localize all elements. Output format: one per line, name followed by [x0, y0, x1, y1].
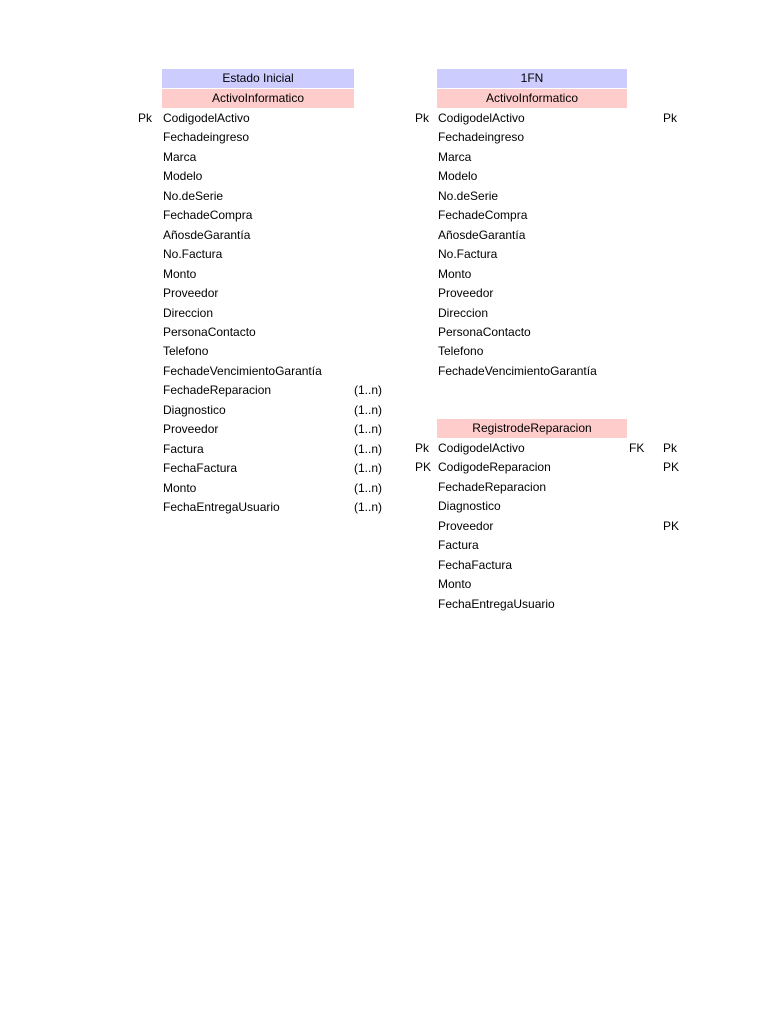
key-label: Pk [138, 111, 153, 125]
field-name: FechaFactura [163, 461, 238, 476]
field-name: FechadeReparacion [438, 479, 547, 494]
field-name: No.deSerie [438, 188, 499, 203]
fk-label: FK [629, 441, 645, 455]
cardinality-label: (1..n) [354, 422, 383, 437]
field-name: Diagnostico [163, 402, 226, 417]
key-label-secondary: Pk [663, 441, 678, 455]
field-name: FechadeVencimientoGarantía [163, 363, 322, 378]
stage-header-1fn: 1FN [437, 69, 627, 88]
field-name: Proveedor [438, 286, 494, 301]
cardinality-label: (1..n) [354, 461, 383, 476]
cardinality-label: (1..n) [354, 480, 383, 495]
field-name: FechaFactura [438, 557, 513, 572]
field-name: Modelo [163, 169, 203, 184]
table-header-activo-left: ActivoInformatico [162, 89, 354, 108]
field-name: Telefono [163, 344, 209, 359]
field-name: CodigodelActivo [438, 111, 525, 125]
field-name: Factura [438, 538, 479, 553]
cardinality-label: (1..n) [354, 383, 383, 398]
field-name: Proveedor [438, 518, 494, 533]
field-name: CodigodeReparacion [438, 460, 551, 475]
field-name: Monto [163, 480, 197, 495]
field-name: Direccion [163, 305, 214, 320]
field-name: PersonaContacto [438, 324, 531, 339]
table-header-activo-right: ActivoInformatico [437, 89, 627, 108]
field-name: FechadeReparacion [163, 383, 272, 398]
key-label: Pk [415, 441, 430, 455]
field-name: FechadeVencimientoGarantía [438, 363, 597, 378]
field-name: Monto [163, 266, 197, 281]
field-name: CodigodelActivo [438, 441, 525, 455]
field-name: Direccion [438, 305, 489, 320]
field-name: FechadeCompra [438, 208, 528, 223]
field-name: Fechadeingreso [438, 130, 525, 145]
field-name: Diagnostico [438, 499, 501, 514]
field-name: Marca [438, 149, 472, 164]
table-header-registro-reparacion: RegistrodeReparacion [437, 419, 627, 438]
field-name: Factura [163, 441, 204, 456]
field-name: Monto [438, 266, 472, 281]
key-label-secondary: Pk [663, 111, 678, 125]
field-name: Monto [438, 577, 472, 592]
cardinality-label: (1..n) [354, 441, 383, 456]
stage-header-initial: Estado Inicial [162, 69, 354, 88]
field-name: Proveedor [163, 286, 219, 301]
field-name: FechadeCompra [163, 208, 253, 223]
field-name: AñosdeGarantía [163, 227, 251, 242]
field-name: PersonaContacto [163, 324, 256, 339]
field-name: Fechadeingreso [163, 130, 250, 145]
cardinality-label: (1..n) [354, 402, 383, 417]
key-label-secondary: PK [663, 518, 680, 533]
key-label: PK [415, 460, 432, 475]
key-label-secondary: PK [663, 460, 680, 475]
field-name: AñosdeGarantía [438, 227, 526, 242]
field-name: FechaEntregaUsuario [438, 596, 555, 611]
field-name: No.deSerie [163, 188, 224, 203]
field-name: Marca [163, 149, 197, 164]
field-name: Modelo [438, 169, 478, 184]
cardinality-label: (1..n) [354, 500, 383, 514]
field-name: No.Factura [163, 247, 223, 262]
field-name: CodigodelActivo [163, 111, 250, 125]
key-label: Pk [415, 111, 430, 125]
field-name: No.Factura [438, 247, 498, 262]
field-name: FechaEntregaUsuario [163, 500, 280, 514]
field-name: Telefono [438, 344, 484, 359]
field-name: Proveedor [163, 422, 219, 437]
